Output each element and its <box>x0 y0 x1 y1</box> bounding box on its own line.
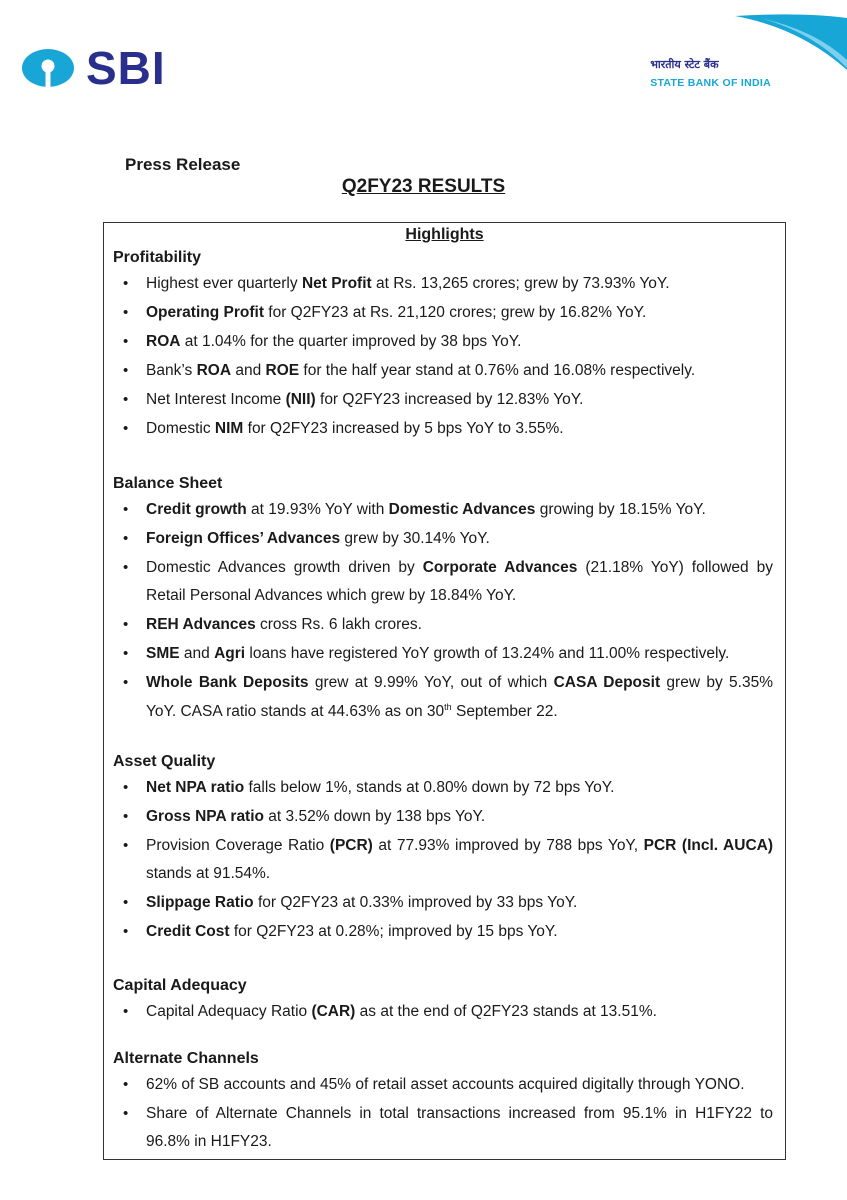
list-item: • 62% of SB accounts and 45% of retail asset accounts acquired digitally through YONO. <box>113 1071 773 1100</box>
bank-name-english: STATE BANK OF INDIA <box>650 77 771 89</box>
list-item: • Share of Alternate Channels in total transactions increased from 95.1% in H1FY22 to 96.8% in H1FY23. <box>113 1100 773 1157</box>
list-item: • Provision Coverage Ratio (PCR) at 77.93% improved by 788 bps YoY, PCR (Incl. AUCA) stands at 91.54%. <box>113 832 773 889</box>
bullet-list <box>113 774 773 947</box>
list-item: • Gross NPA ratio at 3.52% down by 138 bps YoY. <box>113 803 773 832</box>
press-release-label: Press Release <box>125 155 241 174</box>
page-title: Q2FY23 RESULTS <box>341 176 506 197</box>
sbi-logo <box>20 44 166 92</box>
bullet-list <box>113 1071 773 1157</box>
section-alternate-channels <box>113 1048 773 1157</box>
section-title: Profitability <box>113 249 202 266</box>
highlights-box <box>103 222 786 1160</box>
list-item: • Capital Adequacy Ratio (CAR) as at the end of Q2FY23 stands at 13.51%. <box>113 998 773 1027</box>
section-title: Asset Quality <box>113 753 216 770</box>
section-profitability <box>113 247 773 443</box>
bullet-list <box>113 270 773 444</box>
section-capital-adequacy <box>113 975 773 1026</box>
section-balance-sheet <box>113 473 773 726</box>
list-item: • Bank’s ROA and ROE for the half year stand at 0.76% and 16.08% respectively. <box>113 357 773 386</box>
list-item: • Foreign Offices’ Advances grew by 30.14% YoY. <box>113 525 773 554</box>
section-title: Balance Sheet <box>113 475 223 492</box>
list-item: • ROA at 1.04% for the quarter improved by 38 bps YoY. <box>113 328 773 357</box>
list-item: • Domestic Advances growth driven by Corporate Advances (21.18% YoY) followed by Retail Personal Advances which grew by 18.84% YoY. <box>113 554 773 611</box>
list-item: • Credit Cost for Q2FY23 at 0.28%; improved by 15 bps YoY. <box>113 918 773 947</box>
bank-name-hindi: भारतीय स्टेट बैंक <box>650 58 719 71</box>
list-item: • Highest ever quarterly Net Profit at Rs. 13,265 crores; grew by 73.93% YoY. <box>113 270 773 299</box>
list-item: • Net NPA ratio falls below 1%, stands at 0.80% down by 72 bps YoY. <box>113 774 773 803</box>
highlights-title: Highlights <box>405 226 484 243</box>
list-item: • Credit growth at 19.93% YoY with Domestic Advances growing by 18.15% YoY. <box>113 496 773 525</box>
bank-name-block <box>650 58 771 90</box>
section-asset-quality <box>113 751 773 947</box>
list-item: • Net Interest Income (NII) for Q2FY23 increased by 12.83% YoY. <box>113 386 773 415</box>
list-item: • Slippage Ratio for Q2FY23 at 0.33% improved by 33 bps YoY. <box>113 889 773 918</box>
list-item: • Domestic NIM for Q2FY23 increased by 5 bps YoY to 3.55%. <box>113 415 773 444</box>
section-title: Capital Adequacy <box>113 977 247 994</box>
sbi-keyhole-icon <box>20 46 76 90</box>
bullet-list <box>113 998 773 1027</box>
list-item: • Whole Bank Deposits grew at 9.99% YoY, out of which CASA Deposit grew by 5.35% YoY. CASA ratio stands at 44.63% as on 30th September 22. <box>113 669 773 726</box>
list-item: • Operating Profit for Q2FY23 at Rs. 21,120 crores; grew by 16.82% YoY. <box>113 299 773 328</box>
bullet-list <box>113 496 773 727</box>
list-item: • SME and Agri loans have registered YoY growth of 13.24% and 11.00% respectively. <box>113 640 773 669</box>
section-title: Alternate Channels <box>113 1050 259 1067</box>
list-item: • REH Advances cross Rs. 6 lakh crores. <box>113 611 773 640</box>
logo-text: SBI <box>86 42 166 94</box>
